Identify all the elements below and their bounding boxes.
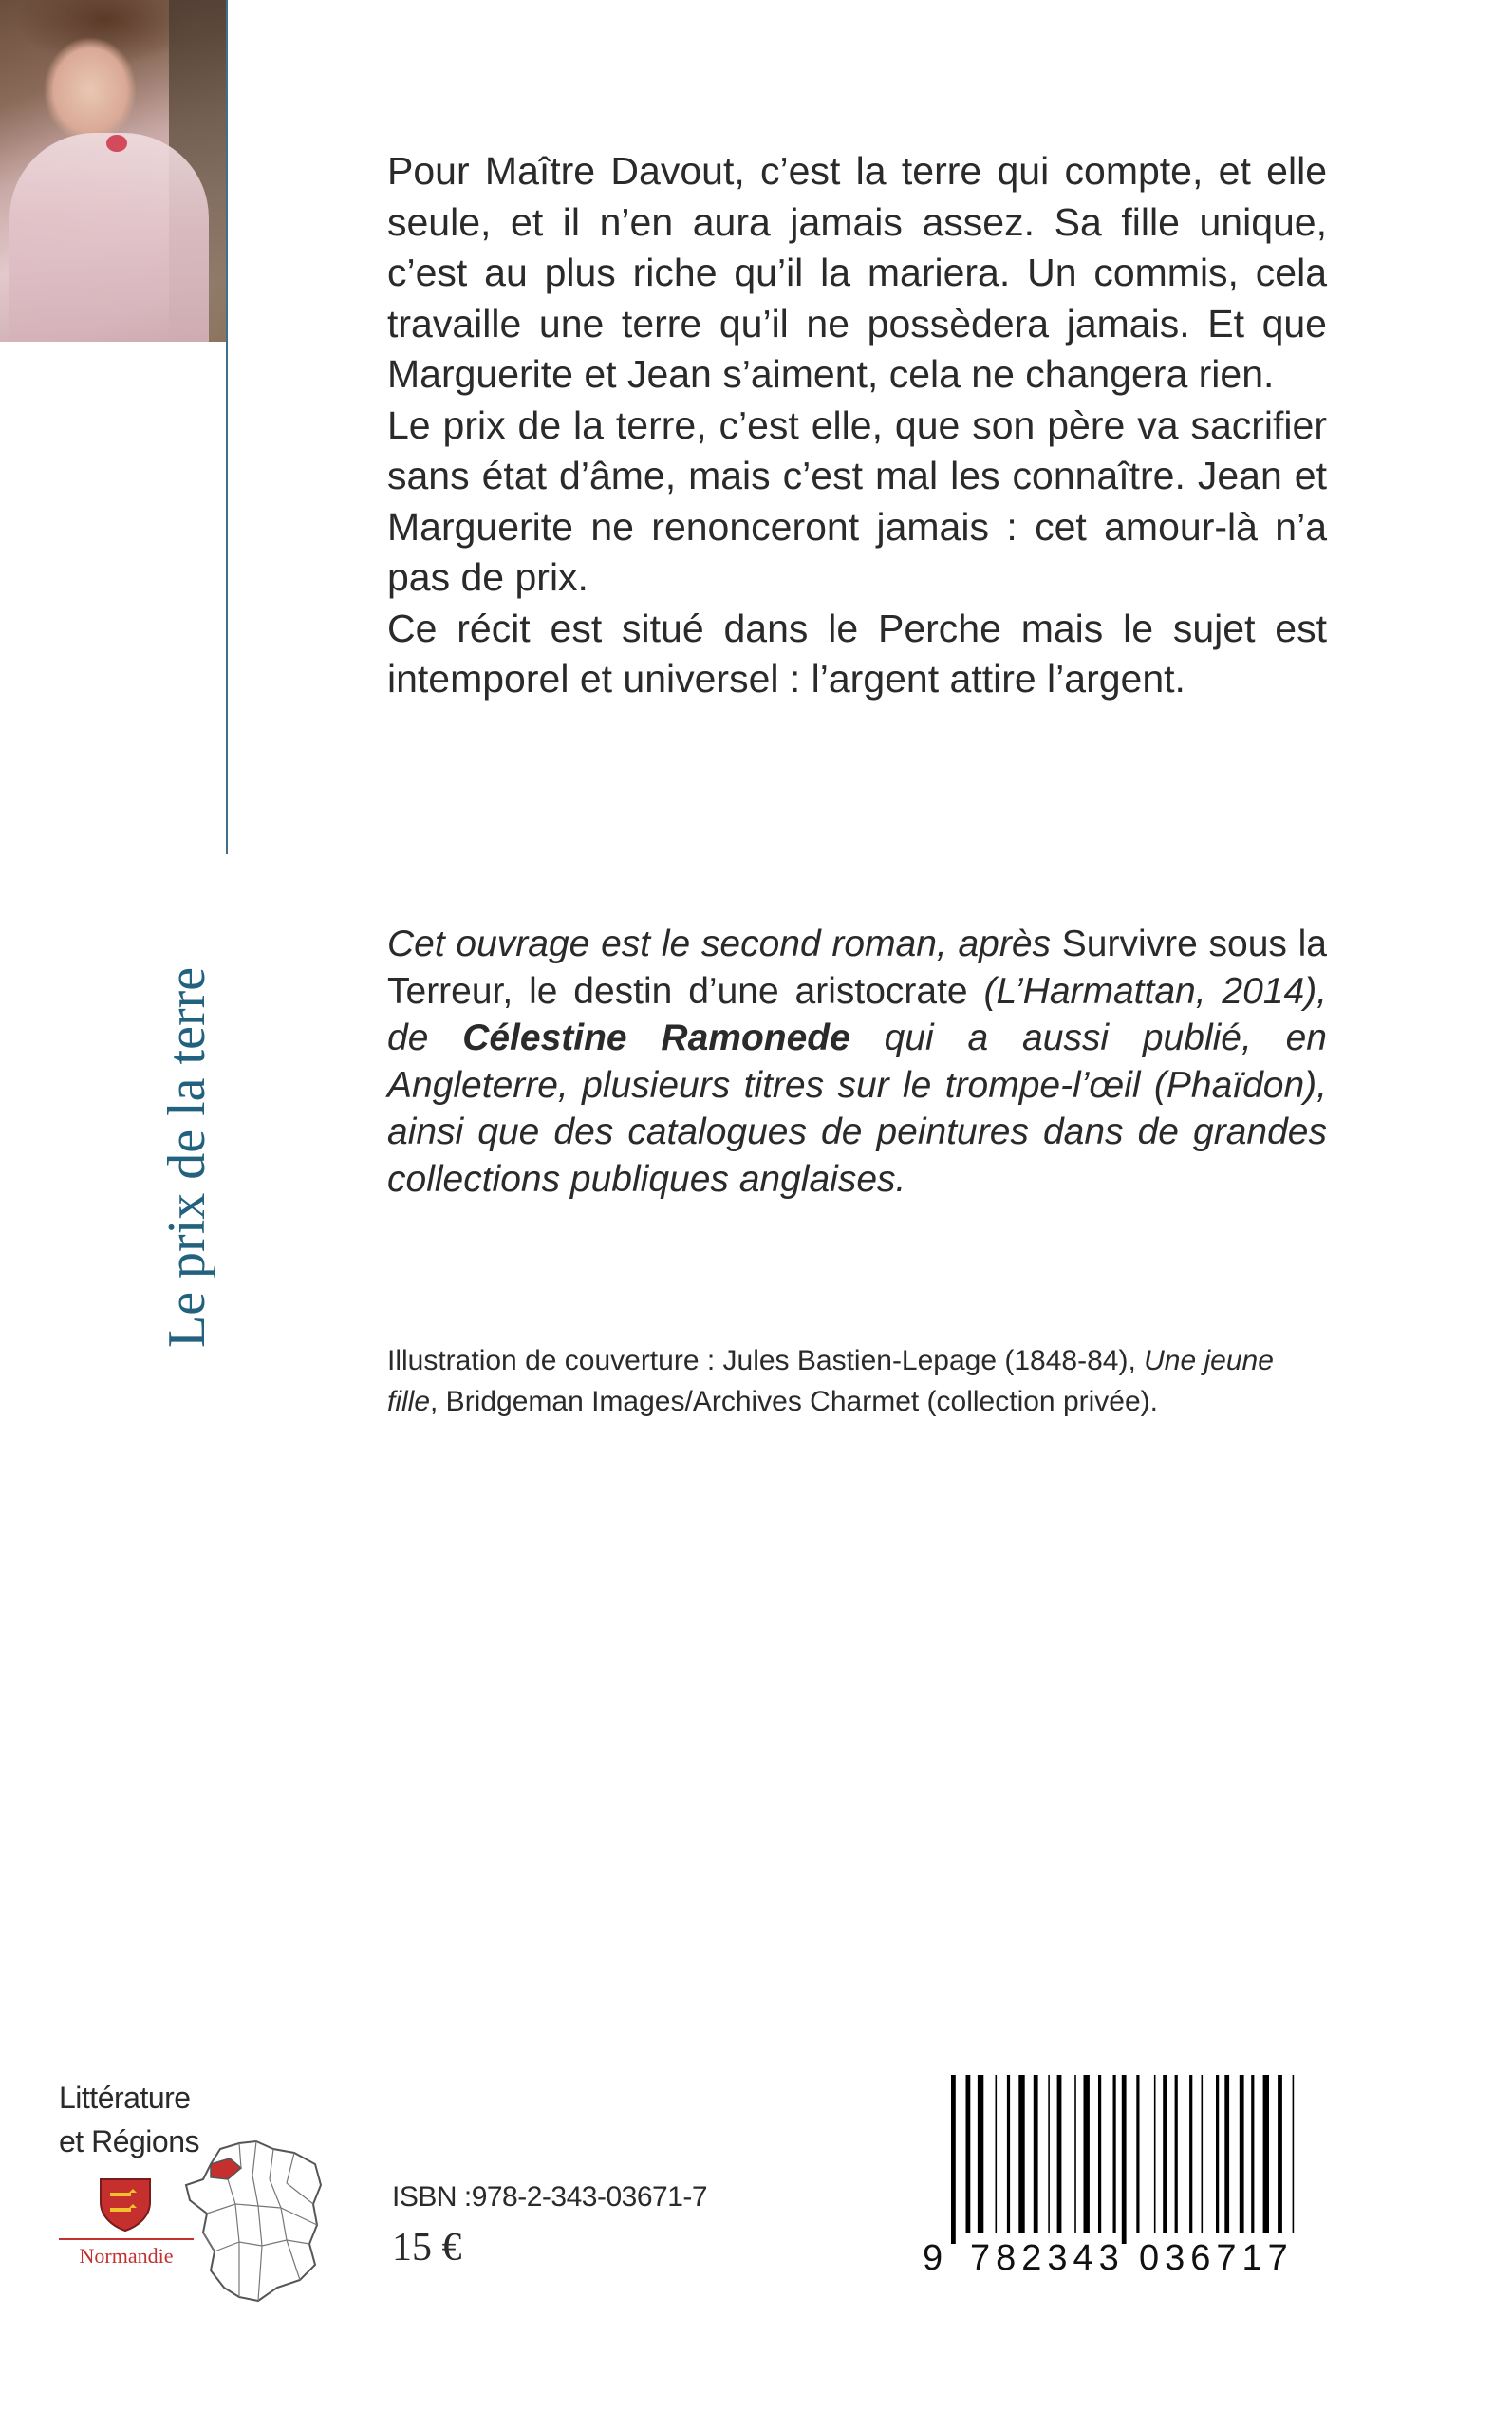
barcode-bar: [1278, 2075, 1282, 2233]
author-note-part1: Cet ouvrage est le second roman, après: [387, 924, 1052, 964]
barcode-group-1: 782343: [970, 2238, 1125, 2278]
barcode-bar: [1007, 2075, 1010, 2233]
blurb-paragraph-3: Ce récit est situé dans le Perche mais le sujet est intemporel et universel : l’argent attire l’argent.: [387, 606, 1327, 701]
collection-name-line1: Littérature: [59, 2081, 191, 2115]
spine-title: Le prix de la terre: [158, 966, 216, 1348]
author-name: Célestine Ramonede: [462, 1018, 850, 1058]
barcode-bar: [1098, 2075, 1101, 2233]
barcode-bar: [1154, 2075, 1156, 2233]
barcode-bar: [1224, 2075, 1229, 2233]
isbn-number: ISBN :978-2-343-03671-7: [392, 2181, 708, 2213]
barcode-bar: [1057, 2075, 1062, 2233]
author-note-part3: (L’Harmattan, 2014), de: [387, 970, 1328, 1058]
barcode-bar: [996, 2075, 998, 2233]
barcode-bar: [966, 2075, 971, 2233]
back-cover-blurb: [387, 146, 1327, 705]
barcode-bar: [1216, 2075, 1219, 2233]
author-note: [387, 921, 1327, 1203]
collection-region: Normandie: [79, 2244, 174, 2268]
france-map-icon: [182, 2138, 325, 2308]
barcode-bar: [1084, 2075, 1090, 2233]
price: 15 €: [392, 2226, 462, 2270]
blurb-paragraph-1: Pour Maître Davout, c’est la terre qui compte, et elle seule, et il n’en aura jamais assez. Sa fille unique, c’est au plus riche qu’il la mariera. Un commis, cela travaille une terre qu’il ne possèdera jamais. Et que Marguerite et Jean s’aiment, cela ne changera rien.: [387, 149, 1327, 396]
collection-divider: [59, 2238, 194, 2240]
barcode-bar: [1018, 2075, 1024, 2233]
barcode-bars: [923, 2075, 1321, 2246]
blurb-paragraph-2: Le prix de la terre, c’est elle, que son père va sacrifier sans état d’âme, mais c’est mal les connaître. Jean et Marguerite ne renonceront jamais : cet amour-là n’a pas de prix.: [387, 402, 1327, 599]
credit-prefix: Illustration de couverture : Jules Bastien-Lepage (1848-84),: [387, 1345, 1145, 1376]
barcode-bar: [1074, 2075, 1076, 2233]
author-note-part4: qui a aussi publié, en Angleterre, plusieurs titres sur le trompe-l’œil (Phaïdon), ainsi que des catalogues de peintures dans de grandes collections publiques anglaises.: [387, 1018, 1327, 1200]
barcode-bar: [1251, 2075, 1254, 2233]
barcode-bar: [1175, 2075, 1178, 2233]
credit-suffix: , Bridgeman Images/Archives Charmet (collection privée).: [430, 1386, 1158, 1417]
barcode-bar: [1189, 2075, 1192, 2233]
collection-logo: [59, 2081, 344, 2327]
barcode-bar: [1263, 2075, 1269, 2233]
barcode-bar: [978, 2075, 983, 2233]
spine-divider-line: [226, 0, 228, 854]
credit-work-title: Une jeune fille: [387, 1345, 1274, 1417]
barcode-bar: [1163, 2075, 1167, 2233]
collection-name-line2: et Régions: [59, 2124, 199, 2158]
barcode-bar: [1136, 2075, 1139, 2233]
barcode-bar: [1202, 2075, 1204, 2233]
barcode-bar: [951, 2075, 956, 2244]
barcode-bar: [1034, 2075, 1038, 2233]
barcode-first-digit: 9: [923, 2238, 943, 2278]
barcode-group-2: 036717: [1139, 2238, 1294, 2278]
normandy-shield-icon: [97, 2176, 154, 2233]
author-note-previous-title: Survivre sous la Terreur, le destin d’une aristocrate: [387, 924, 1328, 1012]
painting-dress: [9, 133, 209, 342]
barcode-bar: [1048, 2075, 1050, 2233]
barcode-bar: [1122, 2075, 1127, 2244]
barcode-bar: [1113, 2075, 1116, 2233]
cover-painting-thumbnail: [0, 0, 226, 342]
barcode-bar: [1293, 2075, 1295, 2233]
illustration-credit: [387, 1340, 1327, 1422]
barcode-bar: [1240, 2075, 1244, 2233]
painting-flower: [106, 135, 127, 152]
ean-barcode: [923, 2075, 1321, 2293]
